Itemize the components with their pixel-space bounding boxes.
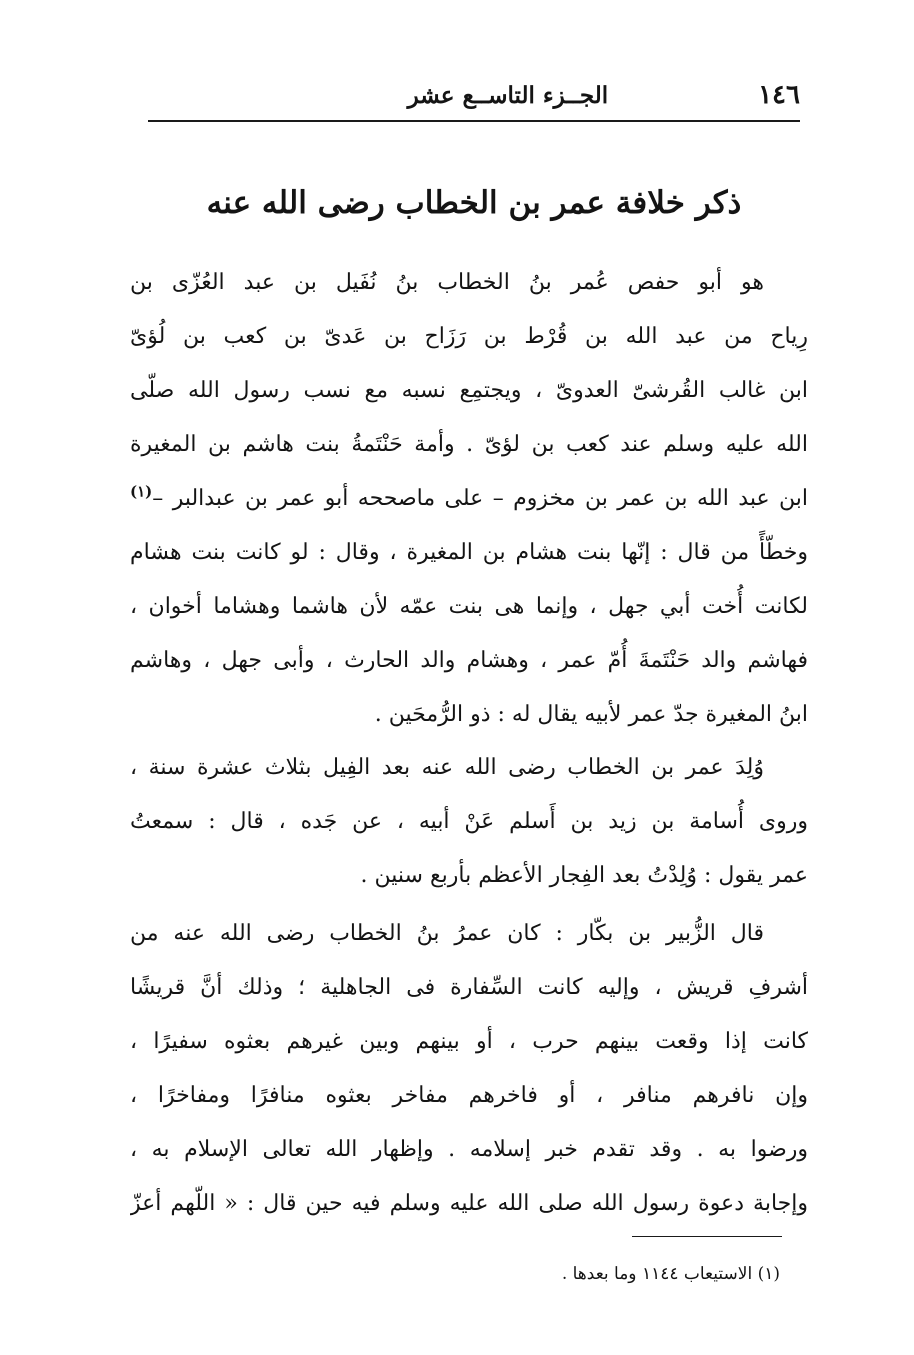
text-line: الله عليه وسلم عند كعب بن لؤىّ . وأمة حَنْتَمةُ بنت هاشم بن المغيرة bbox=[130, 432, 808, 457]
chapter-title: ذكر خلافة عمر بن الخطاب رضى الله عنه bbox=[206, 185, 742, 221]
text-line: قال الزُّبير بن بكّار : كان عمرُ بنُ الخطاب رضى الله عنه من bbox=[130, 921, 764, 946]
paragraph-birth bbox=[130, 741, 808, 903]
text-line: ابن غالب القُرشىّ العدوىّ ، ويجتمِع نسبه مع نسب رسول الله صلّى bbox=[130, 378, 808, 403]
paragraph-embassy bbox=[130, 907, 808, 1231]
page-header bbox=[148, 72, 800, 118]
text-line: لكانت أُخت أبي جهل ، وإنما هى بنت عمّه لأن هاشما وهشاما أخوان ، bbox=[130, 594, 808, 619]
running-title: الجــزء التاســع عشر bbox=[407, 81, 609, 109]
text-line: وإن نافرهم منافر ، أو فاخرهم مفاخر بعثوه منافرًا ومفاخرًا ، bbox=[130, 1083, 808, 1108]
text-line: وخطّأً من قال : إنّها بنت هشام بن المغيرة ، وقال : لو كانت بنت هشام bbox=[130, 540, 808, 565]
text-line-content: ابن عبد الله بن عمر بن مخزوم – على ماصححه أبو عمر بن عبدالبر – bbox=[152, 486, 808, 511]
text-line-with-footnote bbox=[130, 472, 808, 526]
text-line: ابنُ المغيرة جدّ عمر لأبيه يقال له : ذو الرُّمحَين . bbox=[374, 702, 808, 727]
text-line: عمر يقول : وُلِدْتُ بعد الفِجار الأعظم بأربع سنين . bbox=[360, 863, 808, 888]
footnote: (١) الاستيعاب ١١٤٤ وما بعدها . bbox=[561, 1264, 780, 1284]
text-line: ورضوا به . وقد تقدم خبر إسلامه . وإظهار الله تعالى الإسلام به ، bbox=[130, 1137, 808, 1162]
header-rule bbox=[148, 120, 800, 122]
text-line: فهاشم والد حَنْتَمةَ أُمّ عمر ، وهشام والد الحارث ، وأبى جهل ، وهاشم bbox=[130, 648, 808, 673]
text-line: هو أبو حفص عُمر بنُ الخطاب بنُ نُفَيل بن عبد العُزّى بن bbox=[130, 270, 764, 295]
page-number: ١٤٦ bbox=[758, 80, 800, 110]
text-line: وروى أُسامة بن زيد بن أَسلم عَنْ أبيه ، عن جَده ، قال : سمعتُ bbox=[130, 809, 808, 834]
paragraph-lineage bbox=[130, 256, 808, 742]
text-line: كانت إذا وقعت بينهم حرب ، أو بينهم وبين غيرهم بعثوه سفيرًا ، bbox=[130, 1029, 808, 1054]
text-line: وإجابة دعوة رسول الله صلى الله عليه وسلم فيه حين قال : « اللّهم أعزّ bbox=[130, 1191, 808, 1216]
footnote-marker: (١) bbox=[130, 482, 153, 501]
text-line: وُلِدَ عمر بن الخطاب رضى الله عنه بعد الفِيل بثلاث عشرة سنة ، bbox=[130, 755, 764, 780]
text-line: رِياح من عبد الله بن قُرْط بن رَزَاح بن عَدىّ بن كعب بن لُؤىّ bbox=[130, 324, 808, 349]
footnote-rule bbox=[632, 1236, 782, 1237]
text-line: أشرفِ قريش ، وإليه كانت السِّفارة فى الجاهلية ؛ وذلك أنَّ قريشًا bbox=[130, 975, 808, 1000]
